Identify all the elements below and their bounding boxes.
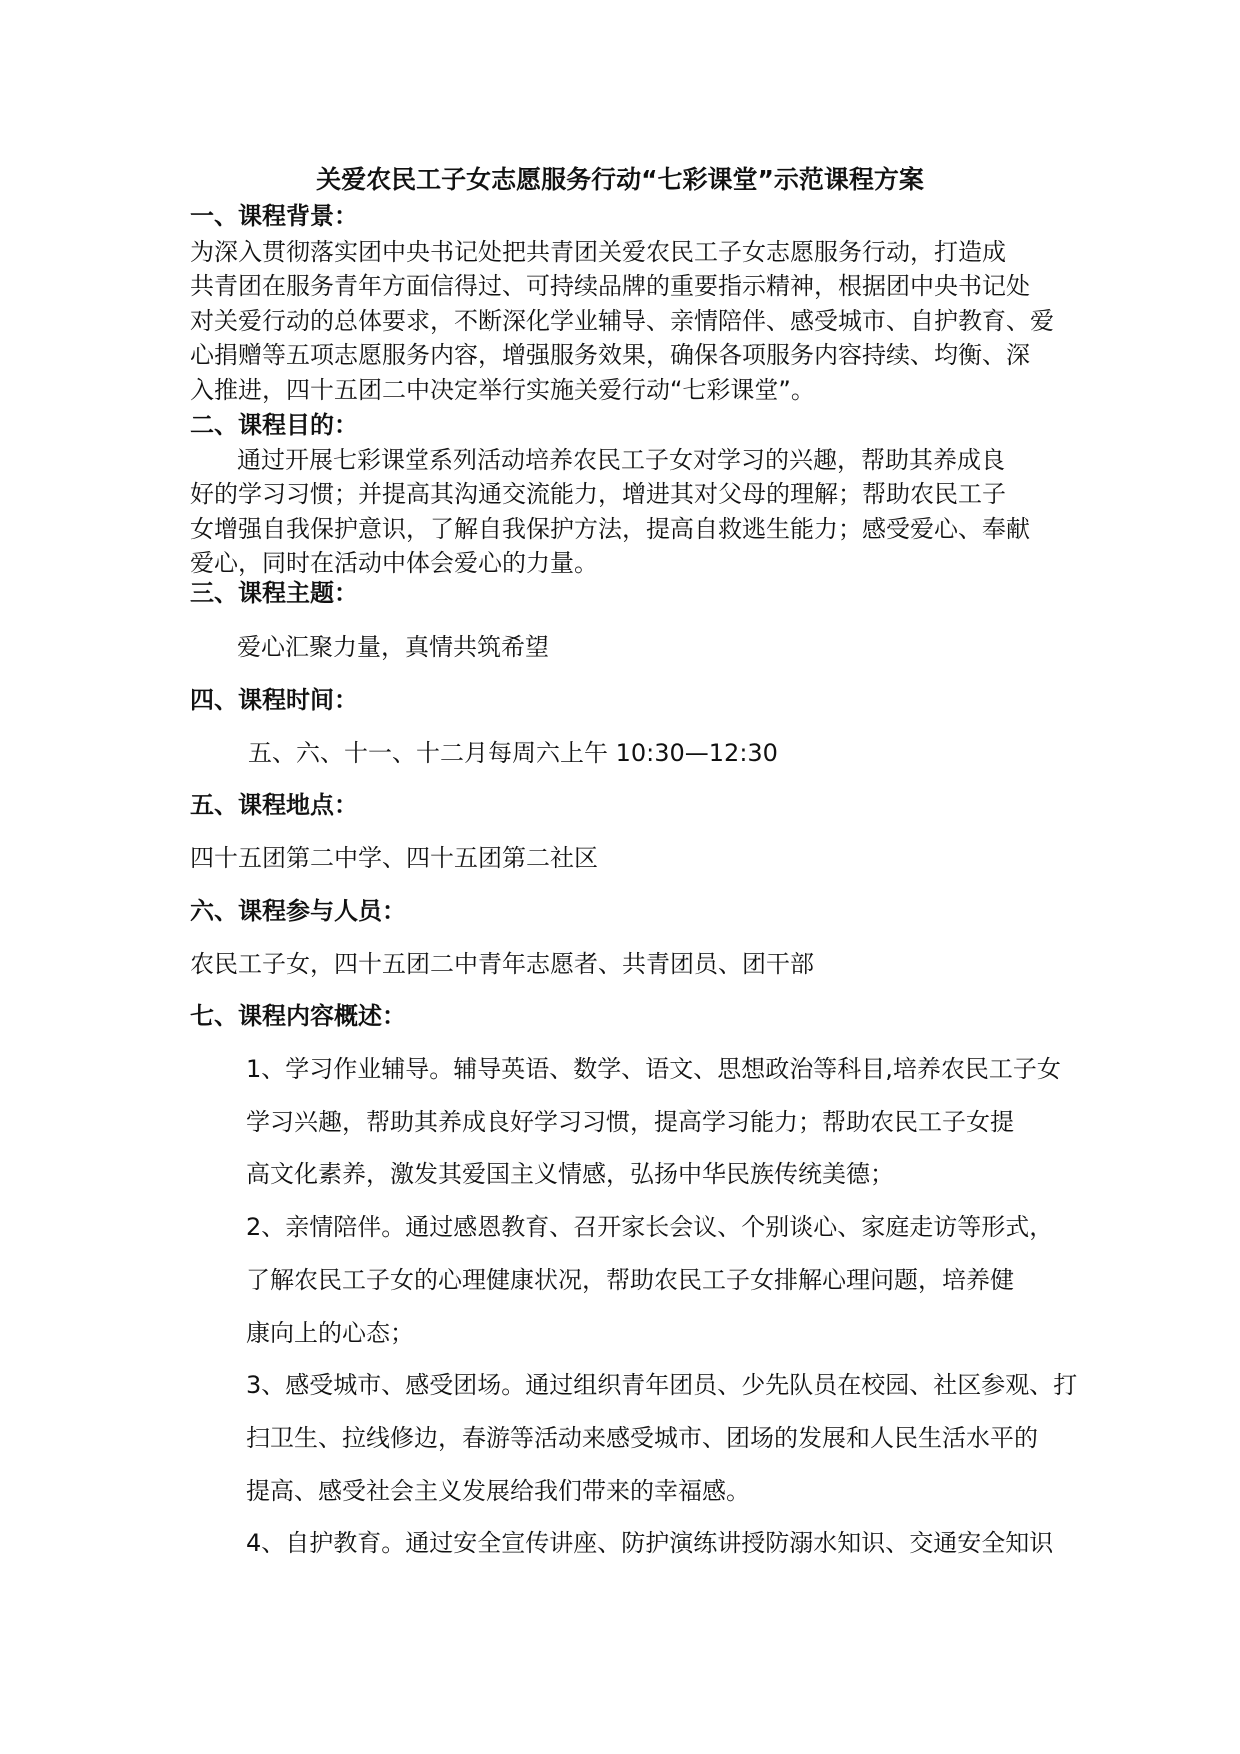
list-item-line: 扫卫生、拉线修边，春游等活动来感受城市、团场的发展和人民生活水平的 [246,1424,1038,1452]
paragraph-line: 心捐赠等五项志愿服务内容，增强服务效果，确保各项服务内容持续、均衡、深 [190,341,1030,369]
section-heading-content: 七、课程内容概述： [190,1002,406,1030]
list-item-line: 4、自护教育。通过安全宣传讲座、防护演练讲授防溺水知识、交通安全知识 [246,1529,1054,1557]
section-heading-time: 四、课程时间： [190,686,358,714]
paragraph-line: 四十五团第二中学、四十五团第二社区 [190,844,598,872]
paragraph-line: 爱心，同时在活动中体会爱心的力量。 [190,549,598,577]
list-item-line: 1、学习作业辅导。辅导英语、数学、语文、思想政治等科目,培养农民工子女 [246,1055,1061,1083]
list-item-line: 高文化素养，激发其爱国主义情感，弘扬中华民族传统美德； [246,1160,894,1188]
list-item-line: 3、感受城市、感受团场。通过组织青年团员、少先队员在校园、社区参观、打 [246,1371,1078,1399]
list-item-line: 提高、感受社会主义发展给我们带来的幸福感。 [246,1477,750,1505]
paragraph-line: 对关爱行动的总体要求，不断深化学业辅导、亲情陪伴、感受城市、自护教育、爱 [190,307,1054,335]
paragraph-line: 农民工子女，四十五团二中青年志愿者、共青团员、团干部 [190,950,814,978]
paragraph-line: 共青团在服务青年方面信得过、可持续品牌的重要指示精神，根据团中央书记处 [190,272,1030,300]
paragraph-line: 五、六、十一、十二月每周六上午 10:30—12:30 [248,739,778,767]
section-heading-purpose: 二、课程目的： [190,411,358,439]
section-heading-location: 五、课程地点： [190,791,358,819]
section-heading-participants: 六、课程参与人员： [190,897,406,925]
list-item-line: 学习兴趣，帮助其养成良好学习习惯，提高学习能力；帮助农民工子女提 [246,1108,1014,1136]
document-title: 关爱农民工子女志愿服务行动“七彩课堂”示范课程方案 [316,165,924,194]
section-heading-theme: 三、课程主题： [190,579,358,607]
paragraph-line: 女增强自我保护意识，了解自我保护方法，提高自救逃生能力；感受爱心、奉献 [190,515,1030,543]
list-item-line: 了解农民工子女的心理健康状况，帮助农民工子女排解心理问题，培养健 [246,1266,1014,1294]
list-item-line: 康向上的心态； [246,1319,414,1347]
paragraph-line: 好的学习习惯；并提高其沟通交流能力，增进其对父母的理解；帮助农民工子 [190,480,1006,508]
paragraph-line: 入推进，四十五团二中决定举行实施关爱行动“七彩课堂”。 [190,376,815,404]
paragraph-line: 通过开展七彩课堂系列活动培养农民工子女对学习的兴趣，帮助其养成良 [237,446,1005,474]
paragraph-line: 爱心汇聚力量，真情共筑希望 [237,633,549,661]
section-heading-background: 一、课程背景： [190,202,358,230]
paragraph-line: 为深入贯彻落实团中央书记处把共青团关爱农民工子女志愿服务行动，打造成 [190,238,1006,266]
list-item-line: 2、亲情陪伴。通过感恩教育、召开家长会议、个别谈心、家庭走访等形式， [246,1213,1054,1241]
